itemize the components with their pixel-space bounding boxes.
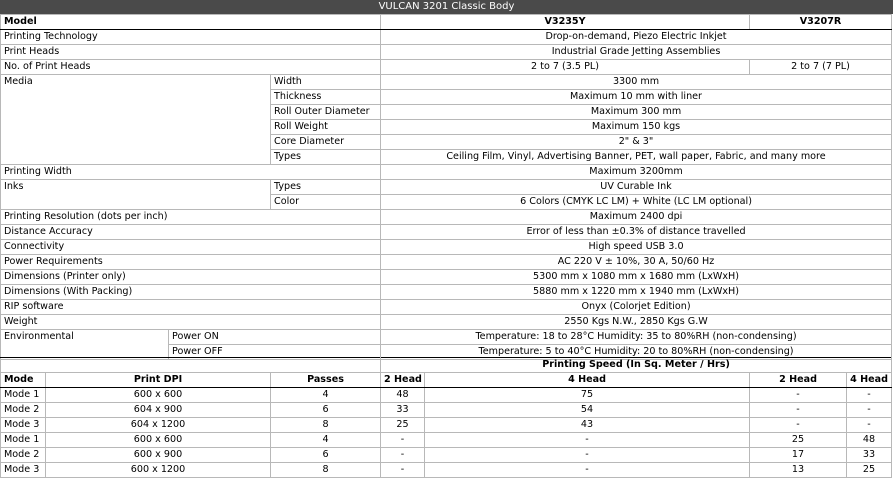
speed-cell: - [425, 463, 750, 478]
printing-speed-table [0, 357, 892, 478]
spec-value: 5880 mm x 1220 mm x 1940 mm (LxWxH) [381, 285, 892, 300]
spec-label: Dimensions (Printer only) [1, 270, 381, 285]
dpi-cell: 600 x 1200 [46, 463, 271, 478]
model-col2-header: V3207R [750, 15, 892, 30]
model-header: Model [1, 15, 381, 30]
model-col1-header: V3235Y [381, 15, 750, 30]
mode-cell: Mode 2 [1, 448, 46, 463]
spec-label: Distance Accuracy [1, 225, 381, 240]
spec-value: 2550 Kgs N.W., 2850 Kgs G.W [381, 315, 892, 330]
speed-cell: 13 [750, 463, 847, 478]
dpi-cell: 600 x 600 [46, 433, 271, 448]
spec-value: 2 to 7 (7 PL) [750, 60, 892, 75]
speed-cell: 48 [847, 433, 892, 448]
mode-cell: Mode 1 [1, 433, 46, 448]
spec-sublabel: Color [271, 195, 381, 210]
spec-row [1, 285, 892, 300]
speed-cell: 33 [847, 448, 892, 463]
speed-cell: - [847, 388, 892, 403]
passes-cell: 8 [271, 418, 381, 433]
mode-cell: Mode 2 [1, 403, 46, 418]
spec-value: AC 220 V ± 10%, 30 A, 50/60 Hz [381, 255, 892, 270]
spec-value: 2" & 3" [381, 135, 892, 150]
speed-cell: - [847, 418, 892, 433]
spec-label: Dimensions (With Packing) [1, 285, 381, 300]
dpi-cell: 604 x 1200 [46, 418, 271, 433]
dpi-cell: 604 x 900 [46, 403, 271, 418]
col-header-2-head: 2 Head [381, 373, 425, 388]
speed-cell: 43 [425, 418, 750, 433]
col-header-print-dpi: Print DPI [46, 373, 271, 388]
printing-speed-title: Printing Speed (In Sq. Meter / Hrs) [381, 358, 892, 373]
spec-row [1, 165, 892, 180]
mode-cell: Mode 3 [1, 463, 46, 478]
spec-row [1, 210, 892, 225]
spec-label: Printing Technology [1, 30, 381, 45]
passes-cell: 6 [271, 448, 381, 463]
speed-cell: - [381, 463, 425, 478]
environmental-label: Environmental [1, 330, 169, 360]
passes-cell: 6 [271, 403, 381, 418]
spec-sublabel: Power ON [169, 330, 381, 345]
speed-header-row [1, 373, 892, 388]
media-label: Media [1, 75, 271, 165]
speed-cell: - [425, 433, 750, 448]
spec-label: Weight [1, 315, 381, 330]
speed-cell: 48 [381, 388, 425, 403]
speed-cell: - [425, 448, 750, 463]
spec-row [1, 180, 892, 195]
spec-sublabel: Core Diameter [271, 135, 381, 150]
mode-cell: Mode 3 [1, 418, 46, 433]
spec-value: Maximum 2400 dpi [381, 210, 892, 225]
dpi-cell: 600 x 900 [46, 448, 271, 463]
passes-cell: 4 [271, 388, 381, 403]
spec-value: UV Curable Ink [381, 180, 892, 195]
spec-sublabel: Roll Outer Diameter [271, 105, 381, 120]
col-header-4-head: 4 Head [425, 373, 750, 388]
spec-label: Power Requirements [1, 255, 381, 270]
spec-label: Printing Resolution (dots per inch) [1, 210, 381, 225]
spec-row [1, 315, 892, 330]
spec-value: Maximum 3200mm [381, 165, 892, 180]
speed-cell: 25 [847, 463, 892, 478]
spec-table [0, 14, 892, 360]
spec-value: Ceiling Film, Vinyl, Advertising Banner, PET, wall paper, Fabric, and many more [381, 150, 892, 165]
spec-row [1, 45, 892, 60]
speed-cell: - [750, 403, 847, 418]
col-header-4-head: 4 Head [847, 373, 892, 388]
spec-sublabel: Types [271, 180, 381, 195]
spec-value: Maximum 300 mm [381, 105, 892, 120]
spec-row [1, 330, 892, 345]
spec-sublabel: Types [271, 150, 381, 165]
table-row [1, 388, 892, 403]
spec-row [1, 255, 892, 270]
table-row [1, 418, 892, 433]
spec-value: Drop-on-demand, Piezo Electric Inkjet [381, 30, 892, 45]
spec-value: Temperature: 18 to 28°C Humidity: 35 to 80%RH (non-condensing) [381, 330, 892, 345]
spec-label: RIP software [1, 300, 381, 315]
speed-title-row [1, 358, 892, 373]
speed-cell: - [381, 433, 425, 448]
spec-sublabel: Roll Weight [271, 120, 381, 135]
passes-cell: 8 [271, 463, 381, 478]
window-title: VULCAN 3201 Classic Body [0, 0, 893, 14]
mode-cell: Mode 1 [1, 388, 46, 403]
spec-sublabel: Power OFF [169, 345, 381, 360]
speed-cell: 75 [425, 388, 750, 403]
spec-row [1, 75, 892, 90]
spec-header-row [1, 15, 892, 30]
col-header-2-head: 2 Head [750, 373, 847, 388]
speed-cell: - [750, 388, 847, 403]
spec-label: No. of Print Heads [1, 60, 381, 75]
spec-label: Connectivity [1, 240, 381, 255]
spec-sublabel: Thickness [271, 90, 381, 105]
table-row [1, 448, 892, 463]
col-header-mode: Mode [1, 373, 46, 388]
speed-cell: 54 [425, 403, 750, 418]
speed-cell: - [750, 418, 847, 433]
spec-value: High speed USB 3.0 [381, 240, 892, 255]
dpi-cell: 600 x 600 [46, 388, 271, 403]
col-header-passes: Passes [271, 373, 381, 388]
table-row [1, 403, 892, 418]
spec-row [1, 60, 892, 75]
spec-value: Temperature: 5 to 40°C Humidity: 20 to 80%RH (non-condensing) [381, 345, 892, 360]
spec-sublabel: Width [271, 75, 381, 90]
speed-cell: 17 [750, 448, 847, 463]
speed-cell: 25 [381, 418, 425, 433]
spec-value: Error of less than ±0.3% of distance travelled [381, 225, 892, 240]
spec-row [1, 300, 892, 315]
spec-value: Maximum 150 kgs [381, 120, 892, 135]
spec-value: Maximum 10 mm with liner [381, 90, 892, 105]
spec-value: 3300 mm [381, 75, 892, 90]
spec-row [1, 30, 892, 45]
speed-cell: 33 [381, 403, 425, 418]
spec-label: Printing Width [1, 165, 381, 180]
table-row [1, 433, 892, 448]
spec-value: 5300 mm x 1080 mm x 1680 mm (LxWxH) [381, 270, 892, 285]
spec-value: 2 to 7 (3.5 PL) [381, 60, 750, 75]
spec-value: Onyx (Colorjet Edition) [381, 300, 892, 315]
spec-label: Print Heads [1, 45, 381, 60]
table-row [1, 463, 892, 478]
spec-value: Industrial Grade Jetting Assemblies [381, 45, 892, 60]
passes-cell: 4 [271, 433, 381, 448]
spec-row [1, 240, 892, 255]
spec-value: 6 Colors (CMYK LC LM) + White (LC LM optional) [381, 195, 892, 210]
blank-cell [1, 358, 381, 373]
speed-cell: 25 [750, 433, 847, 448]
speed-cell: - [847, 403, 892, 418]
inks-label: Inks [1, 180, 271, 210]
spec-row [1, 270, 892, 285]
spec-row [1, 225, 892, 240]
speed-cell: - [381, 448, 425, 463]
